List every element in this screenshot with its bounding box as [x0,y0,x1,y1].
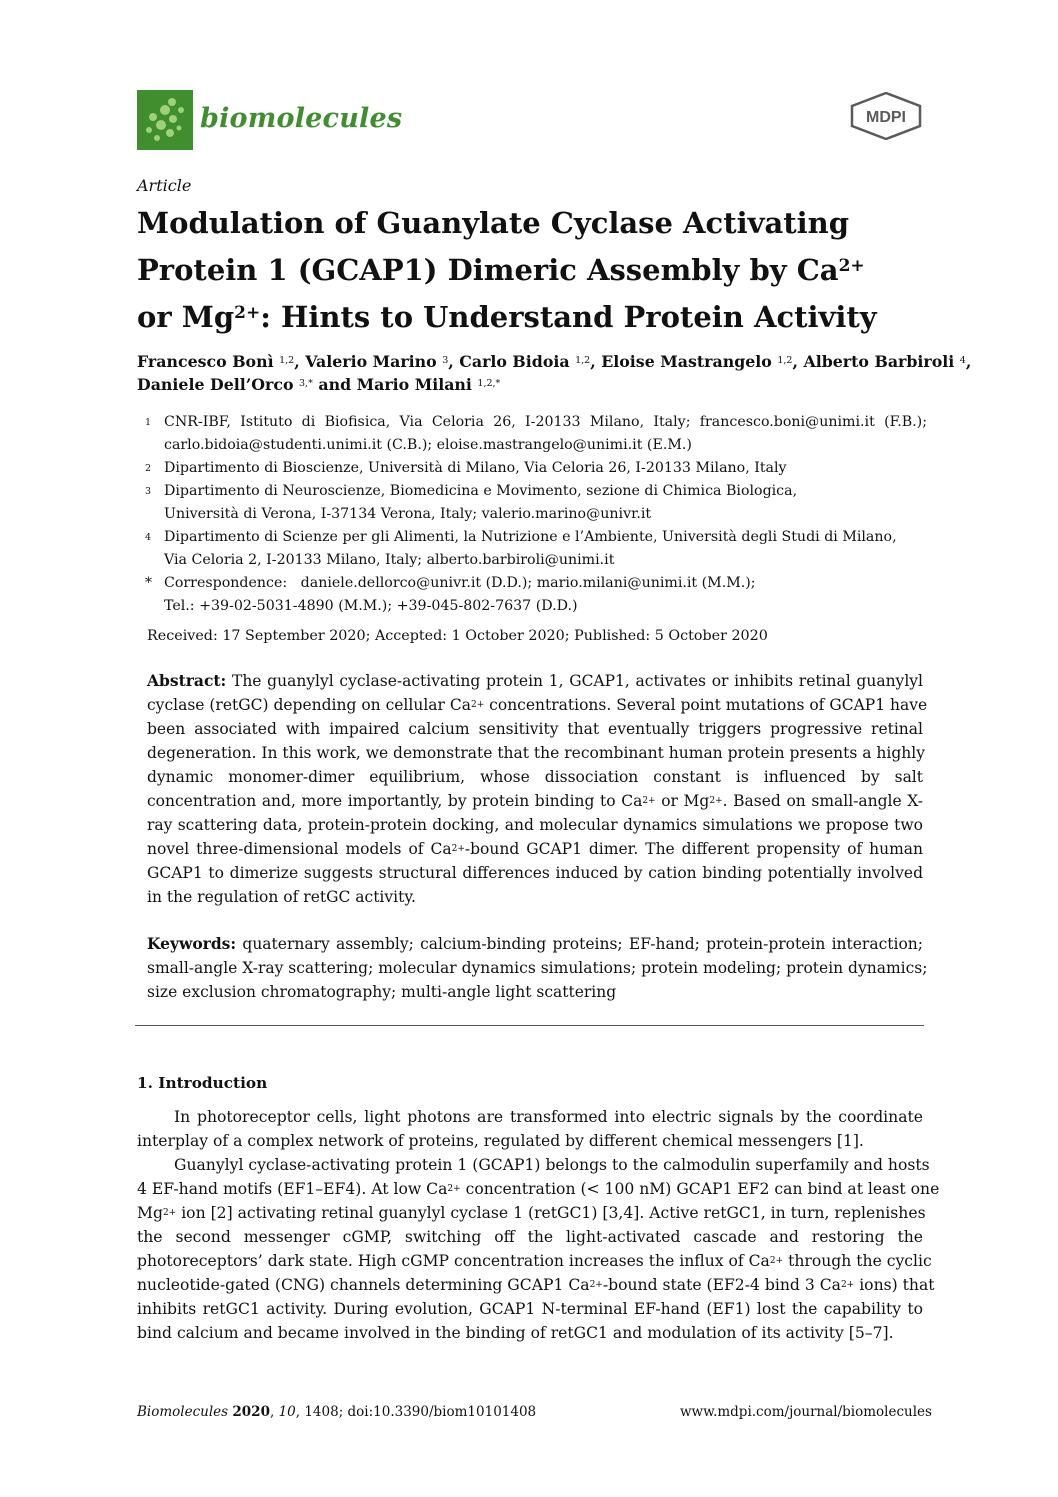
affiliation-item: 4 Dipartimento di Scienze per gli Alimenti, la Nutrizione e l’Ambiente, Università degli Studi di Milano, Via Celoria 2, I-20133 Milano, Italy; alberto.barbiroli@unimi.it [145,529,897,568]
keywords: Keywords: quaternary assembly; calcium-binding proteins; EF-hand; protein-protein interaction; small-angle X-ray scattering; molecular dynamics simulations; protein modeling; protein dynamics; size exclusion chromatography; multi-angle light scattering [147,934,928,1001]
journal-logo-icon [137,90,193,150]
author: Mario Milani [356,375,472,394]
section-divider [135,1025,924,1026]
section-heading: 1. Introduction [137,1074,268,1092]
affiliation-item: 1 CNR-IBF, Istituto di Biofisica, Via Celoria 26, I-20133 Milano, Italy; francesco.boni@unimi.it (F.B.); carlo.bidoia@studenti.unimi.it (C.B.); eloise.mastrangelo@unimi.it (E.M.) [145,414,927,453]
article-type: Article [137,176,192,195]
author: Alberto Barbiroli [803,352,955,371]
author-list [137,350,972,396]
author: Carlo Bidoia [459,352,570,371]
journal-name: biomolecules [200,103,403,134]
mdpi-logo-icon [850,92,922,140]
mdpi-logo-text: MDPI [866,109,906,126]
affiliation-item: 2 Dipartimento di Bioscienze, Università di Milano, Via Celoria 26, I-20133 Milano, Italy [145,460,787,476]
author: Eloise Mastrangelo [601,352,772,371]
title-line-3: or $Mg^{2+}$: Hints to Understand Protein Activity [137,300,877,334]
title-line-1: Modulation of Guanylate Cyclase Activating [137,206,850,240]
author-line-1: Francesco Bonì $^{1,2}$, Valerio Marino $^3$, Carlo Bidoia $^{1,2}$, Eloise Mastrangelo $^{1,2}$, Alberto Barbiroli $^4$, [137,352,972,371]
introduction-body: In photoreceptor cells, light photons are transformed into electric signals by the coordinate interplay of a complex network of proteins, regulated by different chemical messengers [1]. Guanylyl cyclase-activating protein 1 (GCAP1) belongs to the calmodulin superfamily and hosts 4 EF-hand motifs (EF1–EF4). At low $Ca^{2+}$ concentration (< 100 nM) GCAP1 EF2 can bind at least one $Mg^{2+}$ ion [2] activating retinal guanylyl cyclase 1 (retGC1) [3,4]. Active retGC1, in turn, replenishes the second messenger cGMP, switching off the light-activated cascade and restoring the photoreceptors’ dark state. High cGMP concentration increases the influx of $Ca^{2+}$ through the cyclic nucleotide-gated (CNG) channels determining GCAP1 $Ca^{2+}$-bound state (EF2-4 bind 3 $Ca^{2+}$ ions) that inhibits retGC1 activity. During evolution, GCAP1 N-terminal EF-hand (EF1) lost the capability to bind calcium and became involved in the binding of retGC1 and modulation of its activity [5–7]. [137,1108,940,1342]
author: Francesco Bonì [137,352,274,371]
affiliations [137,411,927,618]
journal-url-link[interactable]: www.mdpi.com/journal/biomolecules [680,1404,932,1420]
publication-dates: Received: 17 September 2020; Accepted: 1 October 2020; Published: 5 October 2020 [147,628,768,644]
author-line-2: Daniele Dell’Orco $^{3,*}$ and Mario Milani $^{1,2,*}$ [137,375,501,394]
affiliation-item: 3 Dipartimento di Neuroscienze, Biomedicina e Movimento, sezione di Chimica Biologica, Università di Verona, I-37134 Verona, Italy; valerio.marino@univr.it [145,483,798,522]
author: Daniele Dell’Orco [137,375,294,394]
keywords-label: Keywords: [147,934,237,953]
abstract: Abstract: The guanylyl cyclase-activating protein 1, GCAP1, activates or inhibits retinal guanylyl cyclase (retGC) depending on cellular $Ca^{2+}$ concentrations. Several point mutations of GCAP1 have been associated with impaired calcium sensitivity that eventually triggers progressive retinal degeneration. In this work, we demonstrate that the recombinant human protein presents a highly dynamic monomer-dimer equilibrium, whose dissociation constant is influenced by salt concentration and, more importantly, by protein binding to $Ca^{2+}$ or $Mg^{2+}$. Based on small-angle X- ray scattering data, protein-protein docking, and molecular dynamics simulations we propose two novel three-dimensional models of $Ca^{2+}$-bound GCAP1 dimer. The different propensity of human GCAP1 to dimerize suggests structural differences induced by cation binding potentially involved in the regulation of retGC activity. [147,671,928,906]
abstract-label: Abstract: [147,671,227,690]
citation-footer: Biomolecules 2020, 10, 1408; doi:10.3390/biom10101408 [137,1404,537,1420]
author: Valerio Marino [305,352,437,371]
correspondence: * Correspondence: daniele.dellorco@univr.it (D.D.); mario.milani@unimi.it (M.M.); Tel.: +39-02-5031-4890 (M.M.); +39-045-802-7637 (D.D.) [145,575,756,614]
paper-title [137,200,957,341]
title-line-2: Protein 1 (GCAP1) Dimeric Assembly by $Ca^{2+}$ [137,253,865,287]
